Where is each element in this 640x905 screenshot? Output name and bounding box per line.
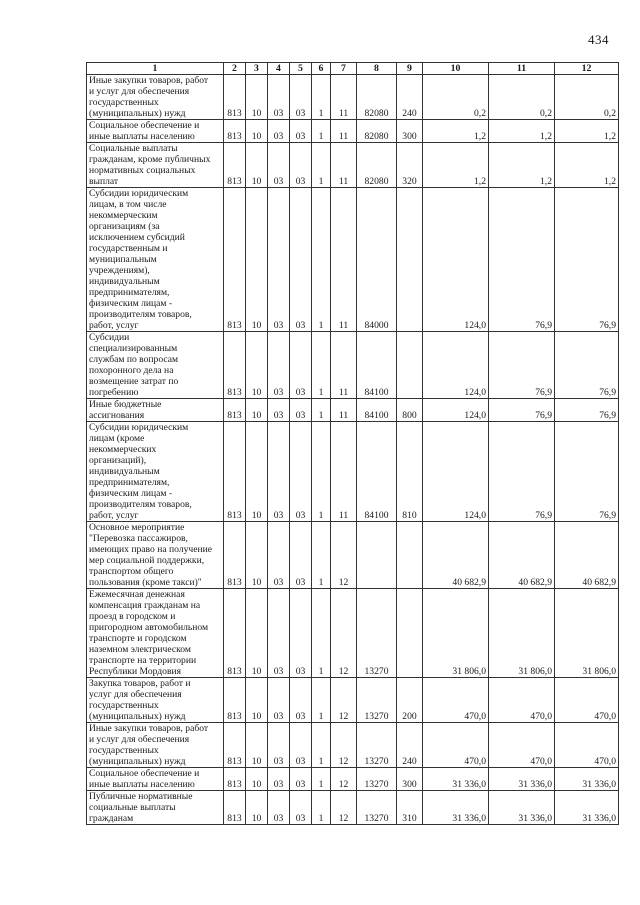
row-name-line: индивидуальным — [89, 276, 160, 287]
table-row — [87, 332, 619, 399]
budget-table — [86, 62, 619, 825]
subprogram-code: 1 — [312, 589, 331, 678]
row-name-line: некоммерческим — [89, 210, 158, 221]
row-name-line: нормативных социальных — [89, 165, 196, 176]
row-name-line: выплат — [89, 176, 119, 187]
row-name-line: иные выплаты населению — [89, 779, 195, 790]
row-name-line: работ, услуг — [89, 510, 139, 521]
column-header-6: 6 — [312, 63, 331, 75]
amount-year-2: 1,2 — [489, 143, 555, 188]
program-code: 03 — [290, 188, 312, 332]
row-name — [87, 422, 224, 522]
table-row — [87, 791, 619, 825]
subprogram-code: 1 — [312, 143, 331, 188]
amount-year-2: 40 682,9 — [489, 522, 555, 589]
amount-year-3: 0,2 — [555, 75, 619, 120]
row-name-line: пригородном автомобильном — [89, 622, 209, 633]
event-code: 11 — [331, 188, 357, 332]
table-row — [87, 422, 619, 522]
event-code: 12 — [331, 678, 357, 723]
subsection-code: 03 — [268, 332, 290, 399]
section-code: 10 — [246, 75, 268, 120]
event-code: 11 — [331, 399, 357, 422]
admin-code: 813 — [224, 768, 246, 791]
section-code: 10 — [246, 768, 268, 791]
row-name-line: иные выплаты населению — [89, 131, 195, 142]
row-name — [87, 723, 224, 768]
row-name-line: (муниципальных) нужд — [89, 108, 186, 119]
section-code: 10 — [246, 723, 268, 768]
row-name-line: Субсидии юридическим — [89, 422, 189, 433]
direction-code: 13270 — [357, 723, 397, 768]
table-row — [87, 522, 619, 589]
expense-type-code: 240 — [397, 723, 423, 768]
amount-year-3: 76,9 — [555, 399, 619, 422]
amount-year-3: 470,0 — [555, 678, 619, 723]
row-name — [87, 522, 224, 589]
subsection-code: 03 — [268, 678, 290, 723]
subsection-code: 03 — [268, 791, 290, 825]
row-name-line: государственных — [89, 97, 159, 108]
program-code: 03 — [290, 589, 312, 678]
page-number: 434 — [588, 32, 609, 47]
amount-year-2: 76,9 — [489, 332, 555, 399]
amount-year-3: 31 806,0 — [555, 589, 619, 678]
amount-year-2: 0,2 — [489, 75, 555, 120]
direction-code: 84100 — [357, 332, 397, 399]
row-name-line: транспорте на территории — [89, 655, 197, 666]
section-code: 10 — [246, 399, 268, 422]
direction-code: 13270 — [357, 678, 397, 723]
row-name-line: организациям (за — [89, 221, 160, 232]
program-code: 03 — [290, 678, 312, 723]
row-name-line: Основное мероприятие — [89, 522, 185, 533]
table-row — [87, 143, 619, 188]
subprogram-code: 1 — [312, 768, 331, 791]
column-header-9: 9 — [397, 63, 423, 75]
amount-year-1: 31 336,0 — [423, 791, 489, 825]
amount-year-3: 31 336,0 — [555, 791, 619, 825]
row-name-line: Закупка товаров, работ и — [89, 678, 191, 689]
amount-year-2: 470,0 — [489, 723, 555, 768]
amount-year-2: 31 336,0 — [489, 768, 555, 791]
amount-year-2: 76,9 — [489, 422, 555, 522]
amount-year-1: 470,0 — [423, 723, 489, 768]
expense-type-code — [397, 332, 423, 399]
column-header-3: 3 — [246, 63, 268, 75]
amount-year-3: 76,9 — [555, 332, 619, 399]
expense-type-code: 810 — [397, 422, 423, 522]
event-code: 11 — [331, 120, 357, 143]
row-name-line: услуг для обеспечения — [89, 689, 182, 700]
row-name-line: пользования (кроме такси)" — [89, 577, 202, 588]
row-name — [87, 143, 224, 188]
program-code: 03 — [290, 120, 312, 143]
expense-type-code: 310 — [397, 791, 423, 825]
program-code: 03 — [290, 422, 312, 522]
admin-code: 813 — [224, 332, 246, 399]
program-code: 03 — [290, 522, 312, 589]
direction-code: 13270 — [357, 589, 397, 678]
amount-year-1: 124,0 — [423, 422, 489, 522]
row-name-line: исключением субсидий — [89, 232, 185, 243]
row-name-line: Социальное обеспечение и — [89, 120, 200, 131]
program-code: 03 — [290, 399, 312, 422]
column-header-2: 2 — [224, 63, 246, 75]
subprogram-code: 1 — [312, 120, 331, 143]
row-name-line: учреждениям), — [89, 265, 150, 276]
row-name-line: производителям товаров, — [89, 309, 192, 320]
subsection-code: 03 — [268, 723, 290, 768]
subprogram-code: 1 — [312, 791, 331, 825]
row-name-line: организаций), — [89, 455, 147, 466]
amount-year-1: 31 806,0 — [423, 589, 489, 678]
row-name-line: специализированным — [89, 343, 178, 354]
column-header-12: 12 — [555, 63, 619, 75]
row-name-line: Социальные выплаты — [89, 143, 178, 154]
column-header-7: 7 — [331, 63, 357, 75]
section-code: 10 — [246, 422, 268, 522]
section-code: 10 — [246, 522, 268, 589]
program-code: 03 — [290, 143, 312, 188]
row-name-line: работ, услуг — [89, 320, 139, 331]
event-code: 12 — [331, 589, 357, 678]
row-name — [87, 768, 224, 791]
row-name-line: лицам, в том числе — [89, 199, 167, 210]
direction-code: 84100 — [357, 399, 397, 422]
row-name-line: Социальное обеспечение и — [89, 768, 200, 779]
row-name-line: Иные закупки товаров, работ — [89, 723, 209, 734]
row-name-line: компенсация гражданам на — [89, 600, 201, 611]
row-name-line: службам по вопросам — [89, 354, 179, 365]
amount-year-1: 0,2 — [423, 75, 489, 120]
row-name-line: физическим лицам - — [89, 298, 173, 309]
direction-code: 84100 — [357, 422, 397, 522]
column-header-11: 11 — [489, 63, 555, 75]
row-name-line: погребению — [89, 387, 139, 398]
table-body — [87, 75, 619, 825]
section-code: 10 — [246, 143, 268, 188]
table-row — [87, 723, 619, 768]
amount-year-2: 31 806,0 — [489, 589, 555, 678]
row-name-line: и услуг для обеспечения — [89, 734, 190, 745]
event-code: 12 — [331, 723, 357, 768]
event-code: 12 — [331, 768, 357, 791]
expense-type-code — [397, 522, 423, 589]
amount-year-1: 470,0 — [423, 678, 489, 723]
row-name-line: государственных — [89, 700, 159, 711]
amount-year-3: 76,9 — [555, 422, 619, 522]
row-name-line: (муниципальных) нужд — [89, 756, 186, 767]
event-code: 12 — [331, 522, 357, 589]
event-code: 11 — [331, 143, 357, 188]
direction-code: 13270 — [357, 768, 397, 791]
amount-year-3: 1,2 — [555, 120, 619, 143]
expense-type-code: 240 — [397, 75, 423, 120]
event-code: 12 — [331, 791, 357, 825]
row-name — [87, 188, 224, 332]
subprogram-code: 1 — [312, 75, 331, 120]
direction-code — [357, 522, 397, 589]
amount-year-2: 76,9 — [489, 399, 555, 422]
program-code: 03 — [290, 768, 312, 791]
row-name-line: (муниципальных) нужд — [89, 711, 186, 722]
row-name-line: предпринимателям, — [89, 287, 170, 298]
admin-code: 813 — [224, 422, 246, 522]
subsection-code: 03 — [268, 188, 290, 332]
row-name-line: производителям товаров, — [89, 499, 192, 510]
row-name-line: гражданам, кроме публичных — [89, 154, 211, 165]
admin-code: 813 — [224, 143, 246, 188]
row-name-line: индивидуальным — [89, 466, 160, 477]
column-header-5: 5 — [290, 63, 312, 75]
row-name — [87, 791, 224, 825]
row-name-line: физическим лицам - — [89, 488, 173, 499]
column-header-10: 10 — [423, 63, 489, 75]
subprogram-code: 1 — [312, 678, 331, 723]
direction-code: 82080 — [357, 75, 397, 120]
table-row — [87, 120, 619, 143]
row-name-line: государственных — [89, 745, 159, 756]
subprogram-code: 1 — [312, 188, 331, 332]
direction-code: 82080 — [357, 120, 397, 143]
section-code: 10 — [246, 589, 268, 678]
amount-year-2: 76,9 — [489, 188, 555, 332]
subsection-code: 03 — [268, 75, 290, 120]
admin-code: 813 — [224, 75, 246, 120]
subprogram-code: 1 — [312, 422, 331, 522]
expense-type-code — [397, 188, 423, 332]
expense-type-code: 300 — [397, 768, 423, 791]
expense-type-code — [397, 589, 423, 678]
expense-type-code: 320 — [397, 143, 423, 188]
row-name-line: Ежемесячная денежная — [89, 589, 185, 600]
admin-code: 813 — [224, 589, 246, 678]
expense-type-code: 800 — [397, 399, 423, 422]
amount-year-3: 76,9 — [555, 188, 619, 332]
amount-year-1: 1,2 — [423, 120, 489, 143]
row-name-line: муниципальным — [89, 254, 157, 265]
program-code: 03 — [290, 791, 312, 825]
admin-code: 813 — [224, 678, 246, 723]
amount-year-1: 124,0 — [423, 188, 489, 332]
amount-year-1: 31 336,0 — [423, 768, 489, 791]
admin-code: 813 — [224, 723, 246, 768]
section-code: 10 — [246, 332, 268, 399]
row-name-line: мер социальной поддержки, — [89, 555, 205, 566]
amount-year-3: 1,2 — [555, 143, 619, 188]
table-row — [87, 678, 619, 723]
section-code: 10 — [246, 188, 268, 332]
subprogram-code: 1 — [312, 399, 331, 422]
column-header-1: 1 — [87, 63, 224, 75]
amount-year-1: 1,2 — [423, 143, 489, 188]
admin-code: 813 — [224, 399, 246, 422]
row-name-line: проезд в городском и — [89, 611, 176, 622]
row-name — [87, 75, 224, 120]
direction-code: 13270 — [357, 791, 397, 825]
row-name-line: возмещение затрат по — [89, 376, 179, 387]
row-name-line: некоммерческих — [89, 444, 157, 455]
event-code: 11 — [331, 332, 357, 399]
subprogram-code: 1 — [312, 522, 331, 589]
row-name-line: транспортом общего — [89, 566, 174, 577]
subsection-code: 03 — [268, 143, 290, 188]
row-name-line: похоронного дела на — [89, 365, 174, 376]
amount-year-2: 470,0 — [489, 678, 555, 723]
row-name — [87, 678, 224, 723]
table-row — [87, 768, 619, 791]
row-name-line: имеющих право на получение — [89, 544, 212, 555]
amount-year-1: 40 682,9 — [423, 522, 489, 589]
row-name-line: государственным и — [89, 243, 168, 254]
row-name-line: Республики Мордовия — [89, 666, 182, 677]
program-code: 03 — [290, 332, 312, 399]
program-code: 03 — [290, 723, 312, 768]
subsection-code: 03 — [268, 120, 290, 143]
row-name — [87, 332, 224, 399]
table-row — [87, 399, 619, 422]
column-header-4: 4 — [268, 63, 290, 75]
admin-code: 813 — [224, 522, 246, 589]
row-name-line: гражданам — [89, 813, 134, 824]
expense-type-code: 300 — [397, 120, 423, 143]
row-name-line: Иные бюджетные — [89, 399, 162, 410]
event-code: 11 — [331, 422, 357, 522]
row-name-line: наземном электрическом — [89, 644, 191, 655]
row-name-line: и услуг для обеспечения — [89, 86, 190, 97]
row-name-line: лицам (кроме — [89, 433, 145, 444]
row-name-line: "Перевозка пассажиров, — [89, 533, 188, 544]
amount-year-1: 124,0 — [423, 399, 489, 422]
row-name-line: ассигнования — [89, 410, 145, 421]
table-row — [87, 75, 619, 120]
expense-type-code: 200 — [397, 678, 423, 723]
row-name-line: Субсидии юридическим — [89, 188, 189, 199]
row-name — [87, 589, 224, 678]
section-code: 10 — [246, 678, 268, 723]
header-row — [87, 63, 619, 75]
amount-year-3: 40 682,9 — [555, 522, 619, 589]
row-name-line: Субсидии — [89, 332, 130, 343]
subsection-code: 03 — [268, 422, 290, 522]
amount-year-1: 124,0 — [423, 332, 489, 399]
amount-year-2: 1,2 — [489, 120, 555, 143]
amount-year-3: 470,0 — [555, 723, 619, 768]
subsection-code: 03 — [268, 589, 290, 678]
row-name-line: предпринимателям, — [89, 477, 170, 488]
admin-code: 813 — [224, 120, 246, 143]
direction-code: 82080 — [357, 143, 397, 188]
direction-code: 84000 — [357, 188, 397, 332]
section-code: 10 — [246, 791, 268, 825]
row-name-line: Публичные нормативные — [89, 791, 193, 802]
subsection-code: 03 — [268, 522, 290, 589]
amount-year-3: 31 336,0 — [555, 768, 619, 791]
row-name — [87, 399, 224, 422]
subsection-code: 03 — [268, 399, 290, 422]
row-name-line: Иные закупки товаров, работ — [89, 75, 209, 86]
table-row — [87, 589, 619, 678]
admin-code: 813 — [224, 791, 246, 825]
event-code: 11 — [331, 75, 357, 120]
section-code: 10 — [246, 120, 268, 143]
amount-year-2: 31 336,0 — [489, 791, 555, 825]
subsection-code: 03 — [268, 768, 290, 791]
row-name-line: транспорте и городском — [89, 633, 187, 644]
admin-code: 813 — [224, 188, 246, 332]
subprogram-code: 1 — [312, 723, 331, 768]
row-name — [87, 120, 224, 143]
subprogram-code: 1 — [312, 332, 331, 399]
column-header-8: 8 — [357, 63, 397, 75]
row-name-line: социальные выплаты — [89, 802, 176, 813]
table-row — [87, 188, 619, 332]
program-code: 03 — [290, 75, 312, 120]
